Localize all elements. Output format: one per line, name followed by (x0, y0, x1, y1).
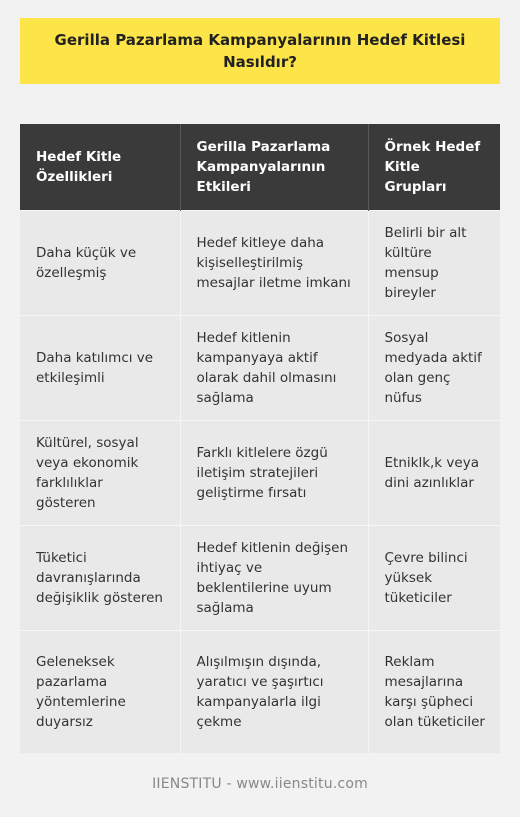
column-header: Örnek Hedef Kitle Grupları (368, 124, 500, 211)
data-table (20, 124, 500, 753)
table-cell: Hedef kitleye daha kişiselleştirilmiş mesajlar iletme imkanı (180, 211, 368, 316)
table-cell: Geleneksek pazarlama yöntemlerine duyarsız (20, 631, 180, 754)
page-title: Gerilla Pazarlama Kampanyalarının Hedef Kitlesi Nasıldır? (20, 18, 500, 84)
table-row (20, 631, 500, 754)
table-cell: Kültürel, sosyal veya ekonomik farklılıklar gösteren (20, 421, 180, 526)
table-row (20, 421, 500, 526)
table-cell: Tüketici davranışlarında değişiklik gösteren (20, 526, 180, 631)
table-cell: Daha küçük ve özelleşmiş (20, 211, 180, 316)
table-cell: Sosyal medyada aktif olan genç nüfus (368, 316, 500, 421)
footer-credit: IIENSTITU - www.iienstitu.com (152, 776, 368, 792)
column-header: Hedef Kitle Özellikleri (20, 124, 180, 211)
table-cell: Hedef kitlenin değişen ihtiyaç ve beklentilerine uyum sağlama (180, 526, 368, 631)
table-row (20, 526, 500, 631)
column-header: Gerilla Pazarlama Kampanyalarının Etkileri (180, 124, 368, 211)
table-cell: Reklam mesajlarına karşı şüpheci olan tüketiciler (368, 631, 500, 754)
table-cell: Alışılmışın dışında, yaratıcı ve şaşırtıcı kampanyalarla ilgi çekme (180, 631, 368, 754)
table-header-row (20, 124, 500, 211)
table-row (20, 316, 500, 421)
table-cell: Etniklk,k veya dini azınlıklar (368, 421, 500, 526)
table-cell: Çevre bilinci yüksek tüketiciler (368, 526, 500, 631)
table-cell: Daha katılımcı ve etkileşimli (20, 316, 180, 421)
table-cell: Hedef kitlenin kampanyaya aktif olarak dahil olmasını sağlama (180, 316, 368, 421)
table-cell: Farklı kitlelere özgü iletişim stratejileri geliştirme fırsatı (180, 421, 368, 526)
table-row (20, 211, 500, 316)
table-cell: Belirli bir alt kültüre mensup bireyler (368, 211, 500, 316)
